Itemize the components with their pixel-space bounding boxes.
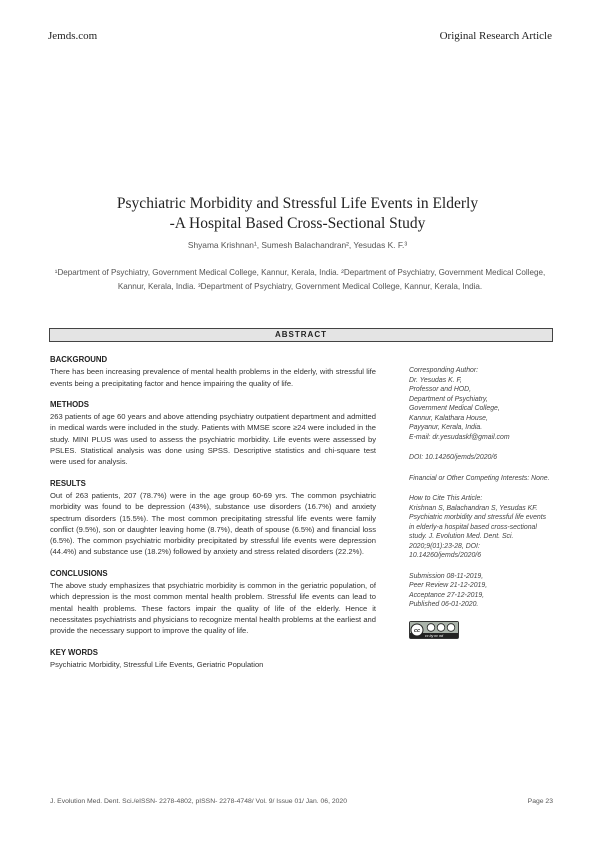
date-line: Published 06-01-2020. [409,601,479,608]
corresponding-line: Dr. Yesudas K. F, [409,376,462,384]
corresponding-line: Government Medical College, [409,405,500,412]
section-text: Psychiatric Morbidity, Stressful Life Events, Geriatric Population [50,659,264,669]
date-line: Submission 08-11-2019, [409,572,484,580]
corresponding-line: Kannur, Kalathara House, [409,414,488,422]
abstract-body [50,354,376,680]
title-line-1: Psychiatric Morbidity and Stressful Life Events in Elderly [116,195,479,212]
section-heading: BACKGROUND [50,355,108,364]
section-text: 263 patients of age 60 years and above attending psychiatry outpatient department and admitted in medical wards were included in the study. Patients with MMSE score ≥24 were included in the study. MINI PLUS was used to assess the psychiatric morbidity. Life events were assessed by PSLES. Statistical analysis was done using SPSS. Descriptive statistics and chi-square test were used for analysis. [50,412,376,467]
date-line: Peer Review 21-12-2019, [409,582,488,589]
section-keywords [50,647,376,671]
corresponding-line: Department of Psychiatry, [409,395,488,403]
section-text: There has been increasing prevalence of mental health problems in the elderly, with stressful life events being a precipitating factor and hence impairing the quality of life. [50,367,376,388]
citation-label: How to Cite This Article: [409,495,483,502]
corresponding-line: Professor and HOD, [409,386,472,393]
abstract-heading: ABSTRACT [49,328,553,342]
svg-text:cc by nc nd: cc by nc nd [424,633,444,638]
section-heading: METHODS [50,399,89,409]
author-list: Shyama Krishnan¹, Sumesh Balachandran², Yesudas K. F.³ [187,240,408,250]
svg-text:cc: cc [413,627,421,634]
publication-dates [409,572,553,610]
corresponding-line: Corresponding Author: [409,367,479,374]
section-heading: CONCLUSIONS [50,568,108,578]
article-type: Original Research Article [439,30,552,42]
article-info-sidebar [409,366,553,641]
section-text: Out of 263 patients, 207 (78.7%) were in the age group 60-69 yrs. The common psychiatric morbidity was found to be depression (43%), substance use disorders (16.7%) and anxiety spectrum disorders (15.5%). The most common precipitating stressful life events were family conflict (9.5%), son or daughter leaving home (8.7%), death of spouse (6.5%) and financial loss (6.5%). The common psychiatric morbidity precipitated by stressful life events were depression (44.4%) and substance use (18.2%) followed by anxiety and stress related disorders (22.2%). [50,490,376,557]
section-heading: KEY WORDS [50,647,98,657]
creative-commons-license-icon[interactable] [409,621,459,639]
journal-citation-footer: J. Evolution Med. Dent. Sci./eISSN- 2278-4802, pISSN- 2278-4748/ Vol. 9/ Issue 01/ Jan. 06, 2020 [50,798,347,805]
section-text: The above study emphasizes that psychiatric morbidity is common in the geriatric population, of which depression is the most common mental health problem. Stressful life events can lead to mental health problems. These factors impair the quality of life of the elderly. Hence it necessitates psychiatrists and physicians to recognize mental health problems at the earliest and provide the necessary support to improve the quality of life. [50,581,376,636]
corresponding-line: Payyanur, Kerala, India. [409,424,483,431]
author-email[interactable]: E-mail: dr.yesudaskf@gmail.com [409,433,510,441]
doi-text: DOI: 10.14260/jemds/2020/6 [409,454,498,461]
section-conclusions [50,568,376,637]
affiliations: ¹Department of Psychiatry, Government Medical College, Kannur, Kerala, India. ²Department of Psychiatry, Government Medical College, Kannur, Kerala, India. ³Department of Psychiatry, Government Medical College, Kannur, Kerala, India. [54,268,546,291]
competing-interests: Financial or Other Competing Interests: None. [409,474,550,482]
section-heading: RESULTS [50,478,86,488]
date-line: Acceptance 27-12-2019, [409,591,485,599]
section-background [50,354,376,389]
page-number: Page 23 [527,798,553,805]
journal-site-name: Jemds.com [48,30,98,42]
cc-badge-graphic [410,622,458,638]
section-results [50,478,376,558]
section-methods [50,399,376,468]
corresponding-author-block [409,366,553,442]
citation-text: Krishnan S, Balachandran S, Yesudas KF. Psychiatric morbidity and stressful life events in elderly-a hospital based cross-sectional study. J. Evolution Med. Dent. Sci. 2020;9(01):23-28, DOI: 10.14260/jemds/2020/6 [409,504,547,559]
article-title [60,194,535,234]
citation-block [409,494,553,561]
title-line-2: -A Hospital Based Cross-Sectional Study [169,215,426,232]
